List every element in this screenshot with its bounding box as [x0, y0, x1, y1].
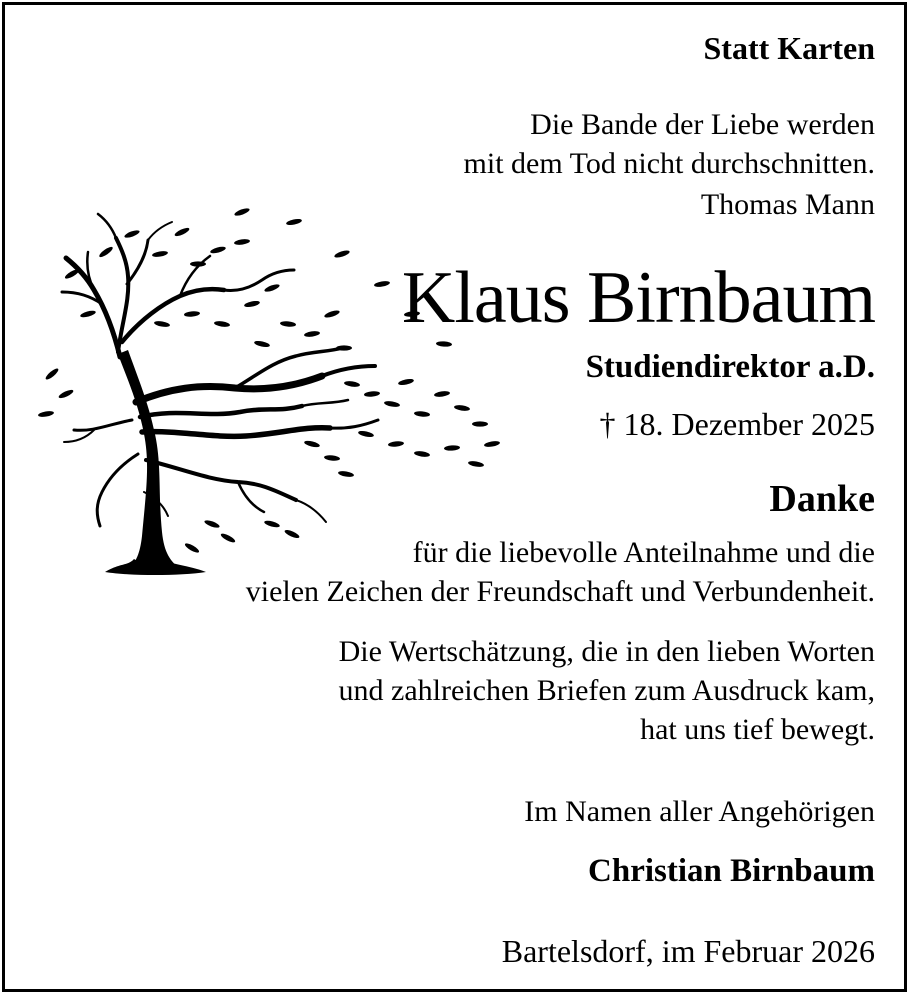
on-behalf-line: Im Namen aller Angehörigen: [524, 795, 875, 828]
memorial-quote: [20, 106, 875, 183]
thanks-p1-line-2: vielen Zeichen der Freundschaft und Verbundenheit.: [245, 575, 875, 608]
thanks-p2-line-3: hat uns tief bewegt.: [640, 713, 875, 746]
quote-line-1: Die Bande der Liebe werden: [530, 108, 875, 141]
deceased-title: Studiendirektor a.D.: [585, 349, 875, 385]
place-and-date: Bartelsdorf, im Februar 2026: [501, 933, 875, 969]
quote-line-2: mit dem Tod nicht durchschnitten.: [463, 146, 875, 180]
thanks-paragraph-1: [20, 533, 875, 611]
thanks-p1-line-1: für die liebevolle Anteilnahme und die: [412, 536, 875, 569]
quote-attribution: Thomas Mann: [700, 188, 875, 221]
deceased-name: Klaus Birnbaum: [401, 257, 875, 339]
thanks-p2-line-1: Die Wertschätzung, die in den lieben Worten: [338, 635, 875, 668]
windswept-tree-icon: [10, 192, 520, 582]
thanks-p2-line-2: und zahlreichen Briefen zum Ausdruck kam,: [338, 674, 875, 707]
statt-karten-header: Statt Karten: [703, 30, 875, 66]
thanks-paragraph-2: [20, 632, 875, 749]
thanks-heading: Danke: [769, 478, 875, 520]
death-date: † 18. Dezember 2025: [599, 406, 875, 442]
signatory-name: Christian Birnbaum: [588, 853, 875, 889]
